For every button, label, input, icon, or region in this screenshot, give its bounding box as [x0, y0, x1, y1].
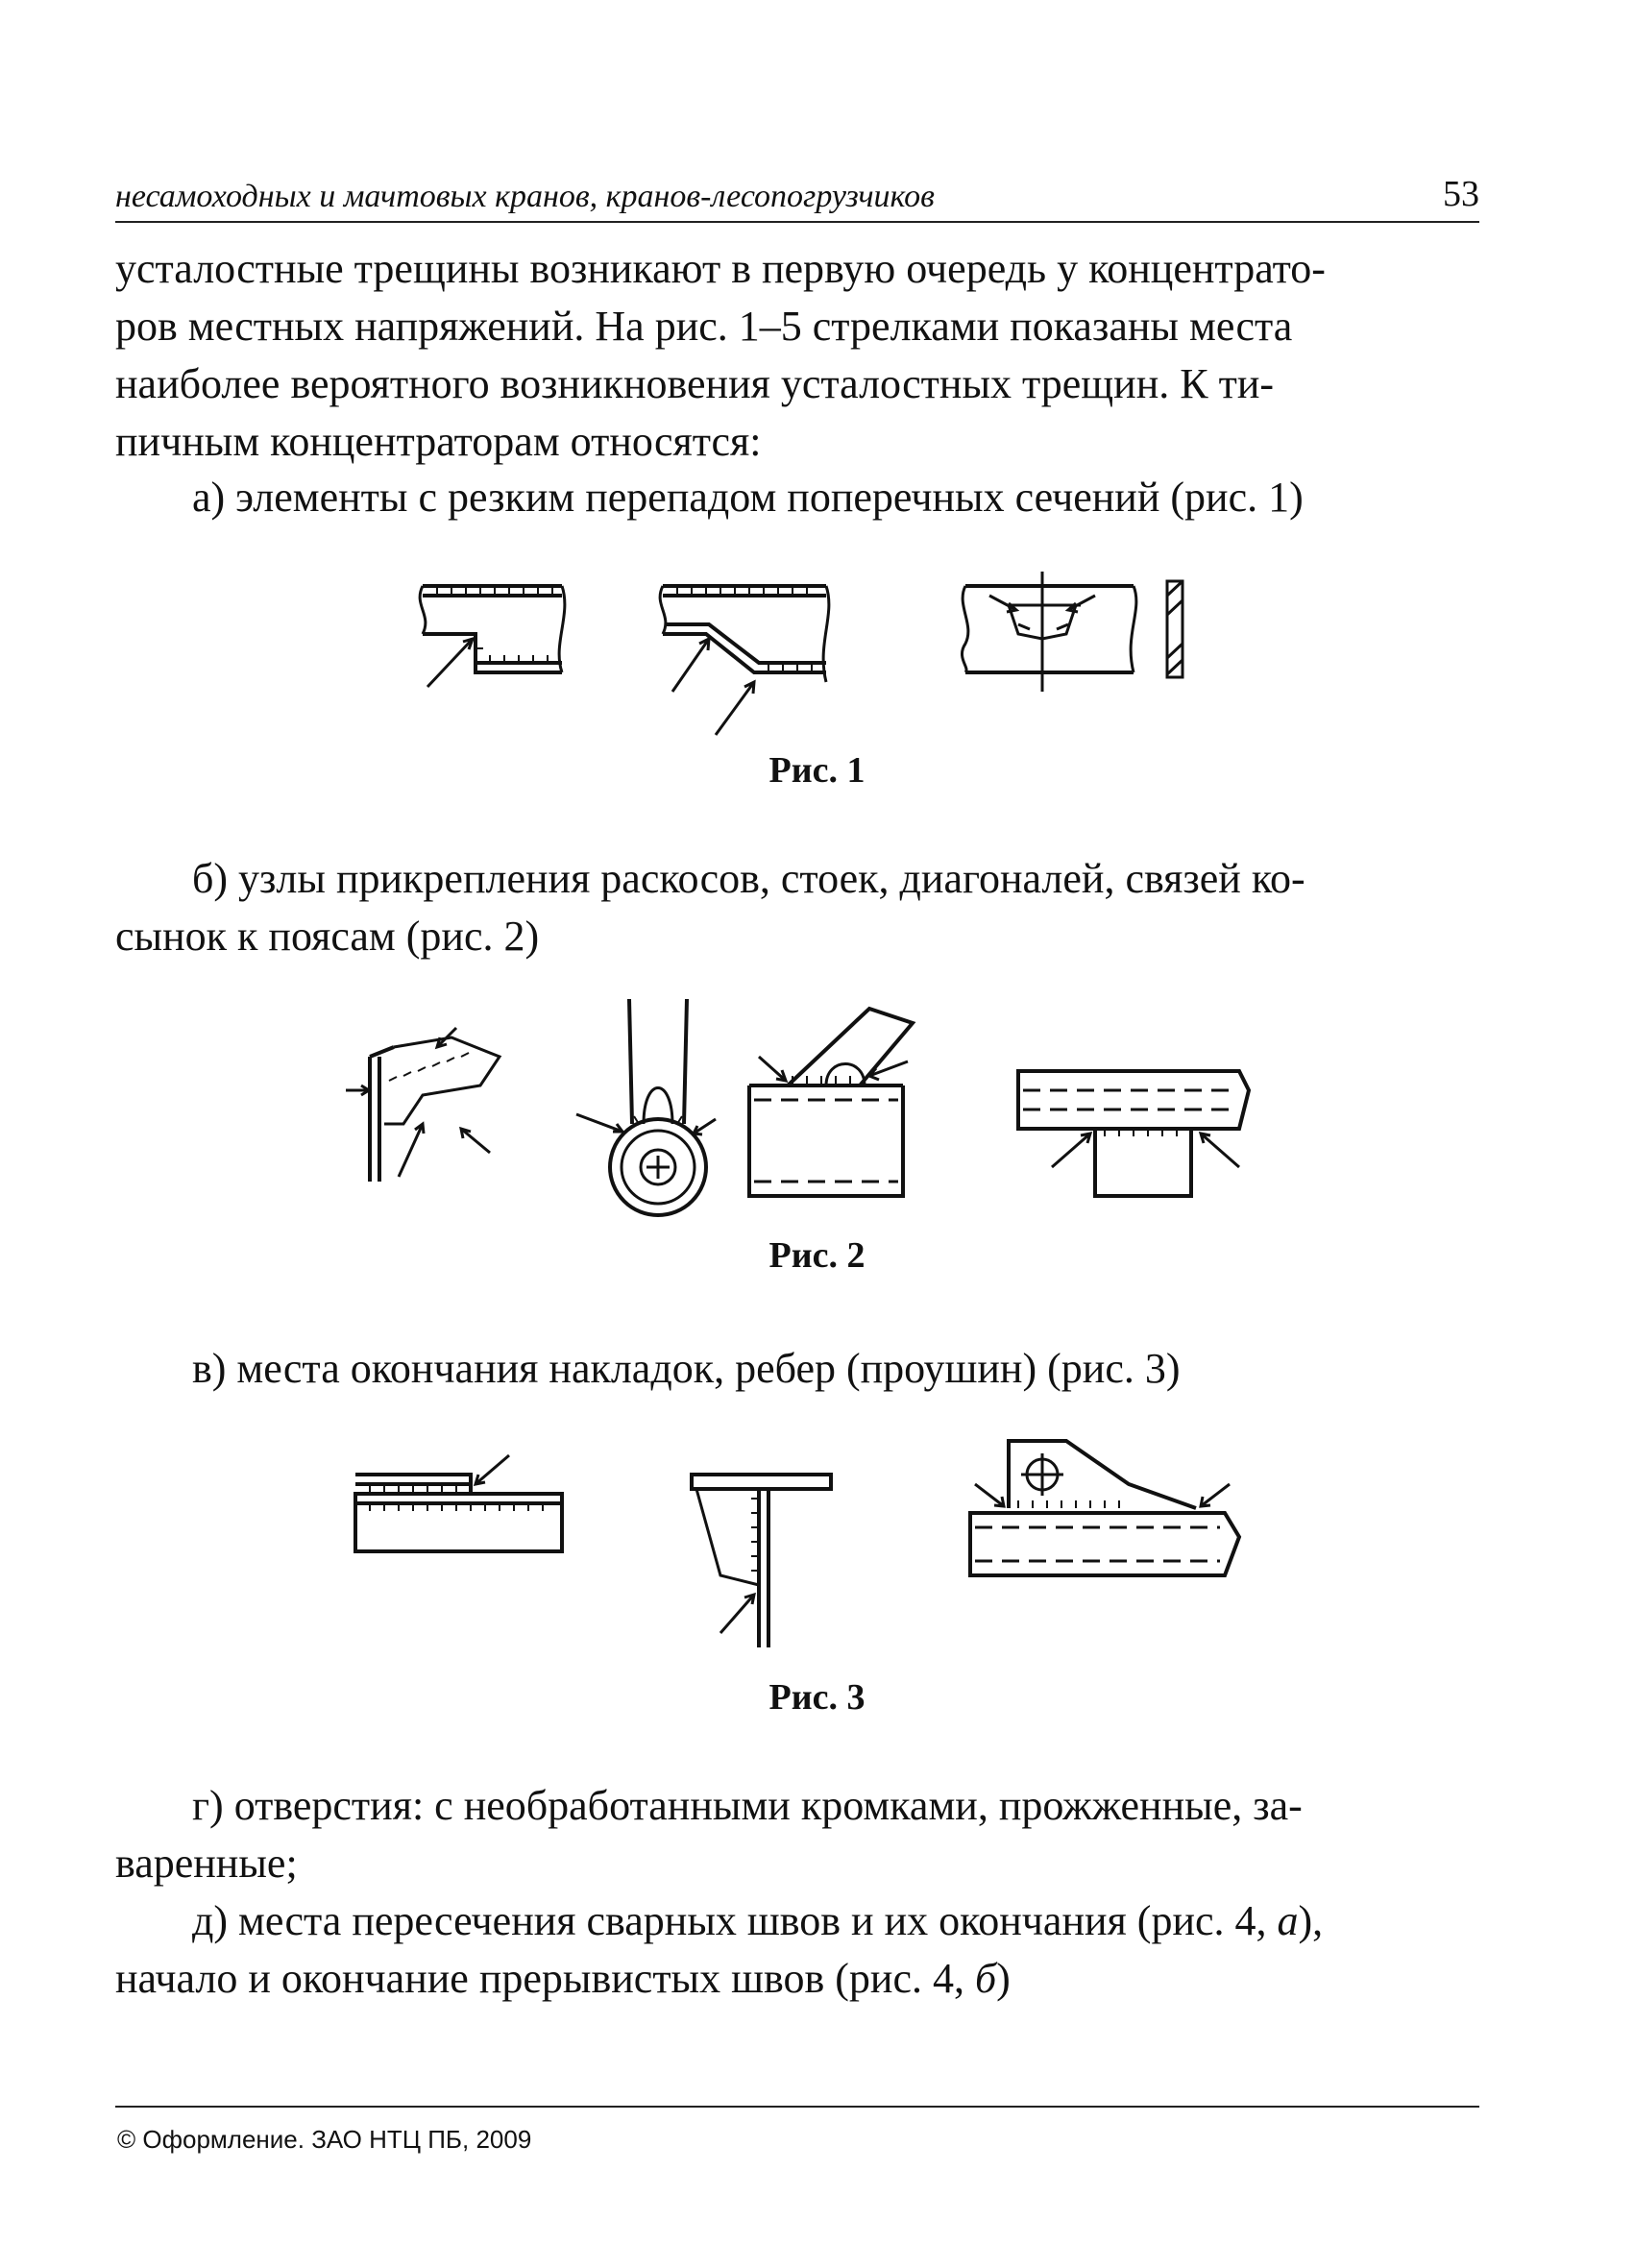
- fig1-sloped-beam: [660, 586, 829, 735]
- figure-1-drawing: [0, 567, 1634, 759]
- footer-rule: [115, 2106, 1479, 2108]
- header-title: несамоходных и мачтовых кранов, кранов-лесопогрузчиков: [115, 179, 935, 214]
- page-number: 53: [1443, 174, 1479, 214]
- list-item-d-text: ),: [1298, 1897, 1324, 1944]
- fig2-stud-node: [1018, 1071, 1249, 1196]
- list-item-d-italic: б: [974, 1955, 997, 2002]
- list-item-b-line: б) узлы прикрепления раскосов, стоек, диагоналей, связей ко-: [192, 855, 1305, 902]
- running-header: [115, 173, 1479, 223]
- fig3-lug: [970, 1441, 1239, 1575]
- intro-paragraph: [115, 240, 1479, 471]
- list-item-g-line: варенные;: [115, 1840, 298, 1887]
- figure-3-caption: Рис. 3: [768, 1677, 866, 1718]
- footer-copyright: © Оформление. ЗАО НТЦ ПБ, 2009: [117, 2125, 532, 2154]
- fig3-rib: [692, 1475, 831, 1647]
- list-item-b: [115, 850, 1479, 965]
- list-item-d-line: [115, 1950, 1479, 2008]
- intro-line: ров местных напряжений. На рис. 1–5 стрелками показаны места: [115, 303, 1293, 350]
- figure-2-caption: Рис. 2: [768, 1235, 866, 1276]
- fig2-tube-node: [576, 999, 716, 1215]
- fig3-overlay-plate: [355, 1455, 562, 1551]
- fig2-diagonal-node: [346, 1028, 500, 1182]
- figure-2-drawing: [0, 989, 1634, 1220]
- list-item-v: в) места окончания накладок, ребер (проушин) (рис. 3): [192, 1345, 1181, 1392]
- intro-line: пичным концентраторам относятся:: [115, 418, 762, 465]
- list-item-b-line: сынок к поясам (рис. 2): [115, 913, 540, 960]
- figure-1-caption: Рис. 1: [768, 750, 866, 791]
- list-item-g-line: г) отверстия: с необработанными кромками, прожженные, за-: [192, 1782, 1303, 1829]
- list-item-g: [115, 1777, 1479, 1892]
- intro-line: усталостные трещины возникают в первую очередь у концентрато-: [115, 245, 1326, 292]
- fig1-stepped-beam: [420, 586, 565, 687]
- list-item-d: [115, 1892, 1479, 2008]
- fig1-plate-with-opening: [962, 572, 1183, 692]
- list-item-d-italic: а: [1277, 1897, 1299, 1944]
- list-item-d-text: ): [996, 1955, 1011, 2002]
- fig2-inclined-node: [749, 1009, 913, 1196]
- list-item-d-text: начало и окончание прерывистых швов (рис. 4,: [115, 1955, 975, 2002]
- figure-3-drawing: [0, 1431, 1634, 1662]
- list-item-d-line: [115, 1892, 1479, 1950]
- list-item-a: а) элементы с резким перепадом поперечных сечений (рис. 1): [192, 474, 1304, 521]
- list-item-d-text: д) места пересечения сварных швов и их окончания (рис. 4,: [192, 1897, 1278, 1944]
- intro-line: наиболее вероятного возникновения усталостных трещин. К ти-: [115, 360, 1275, 407]
